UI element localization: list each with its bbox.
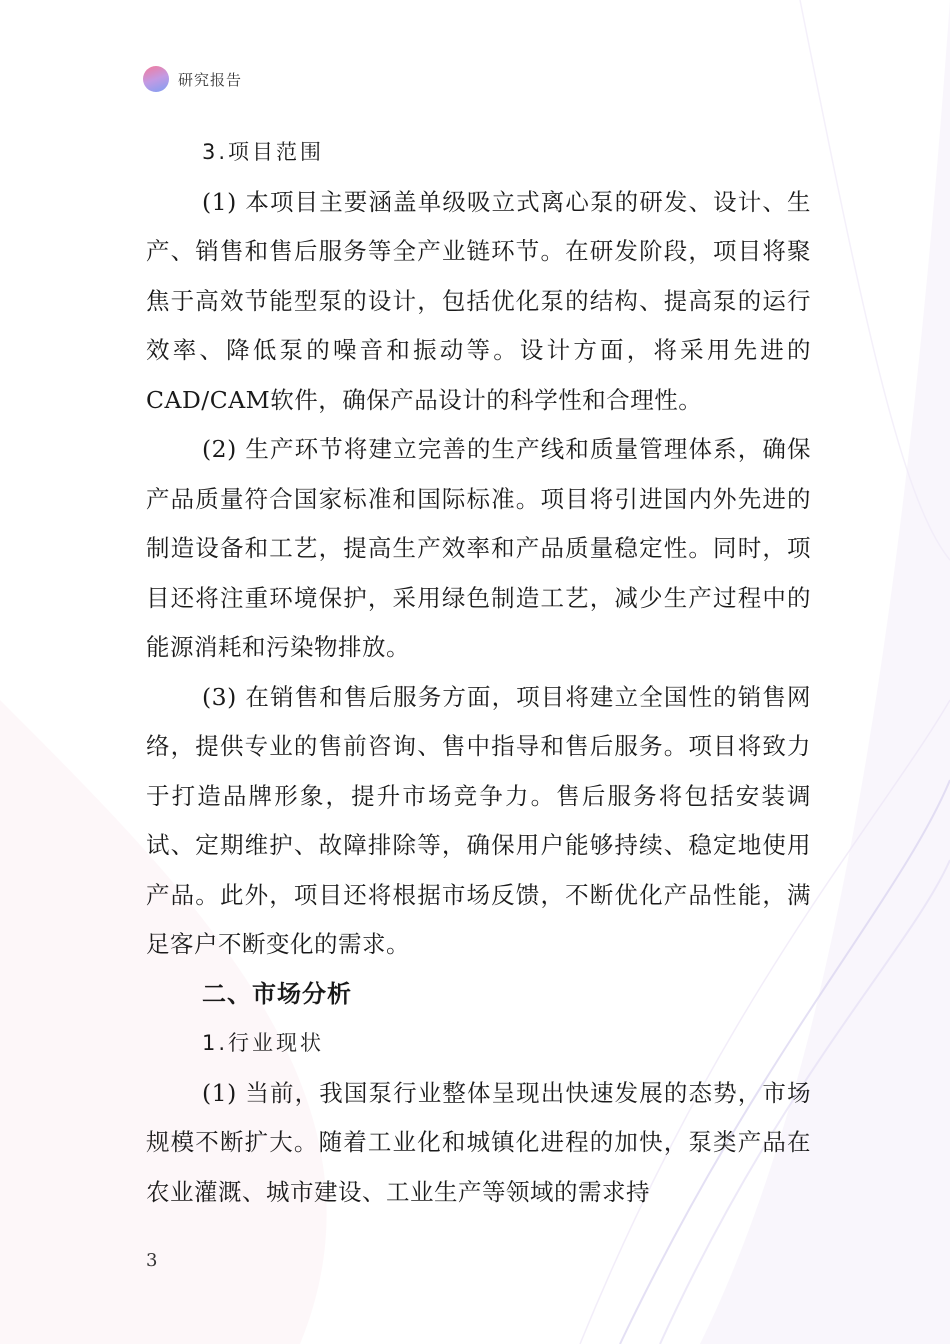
header-label: 研究报告 — [178, 70, 243, 89]
report-header — [143, 66, 242, 92]
paragraph-scope-1: (1) 本项目主要涵盖单级吸立式离心泵的研发、设计、生产、销售和售后服务等全产业链环节。在研发阶段，项目将聚焦于高效节能型泵的设计，包括优化泵的结构、提高泵的运行效率、降低泵的噪音和振动等。设计方面，将采用先进的CAD/CAM软件，确保产品设计的科学性和合理性。 — [146, 187, 811, 414]
paragraph-scope-2: (2) 生产环节将建立完善的生产线和质量管理体系，确保产品质量符合国家标准和国际标准。项目将引进国内外先进的制造设备和工艺，提高生产效率和产品质量稳定性。同时，项目还将注重环境保护，采用绿色制造工艺，减少生产过程中的能源消耗和污染物排放。 — [146, 435, 811, 661]
subheading-industry-status: 1.行业现状 — [202, 1031, 325, 1055]
document-body — [146, 128, 811, 1217]
section-heading-market-analysis: 二、市场分析 — [202, 979, 352, 1008]
logo-circle-icon — [143, 66, 169, 92]
page-number: 3 — [146, 1250, 158, 1271]
paragraph-scope-3: (3) 在销售和售后服务方面，项目将建立全国性的销售网络，提供专业的售前咨询、售中指导和售后服务。项目将致力于打造品牌形象，提升市场竞争力。售后服务将包括安装调试、定期维护、故障排除等，确保用户能够持续、稳定地使用产品。此外，项目还将根据市场反馈，不断优化产品性能，满足客户不断变化的需求。 — [146, 682, 811, 958]
subheading-project-scope: 3.项目范围 — [202, 140, 325, 164]
paragraph-industry-1: (1) 当前，我国泵行业整体呈现出快速发展的态势，市场规模不断扩大。随着工业化和城镇化进程的加快，泵类产品在农业灌溉、城市建设、工业生产等领域的需求持 — [146, 1078, 811, 1206]
